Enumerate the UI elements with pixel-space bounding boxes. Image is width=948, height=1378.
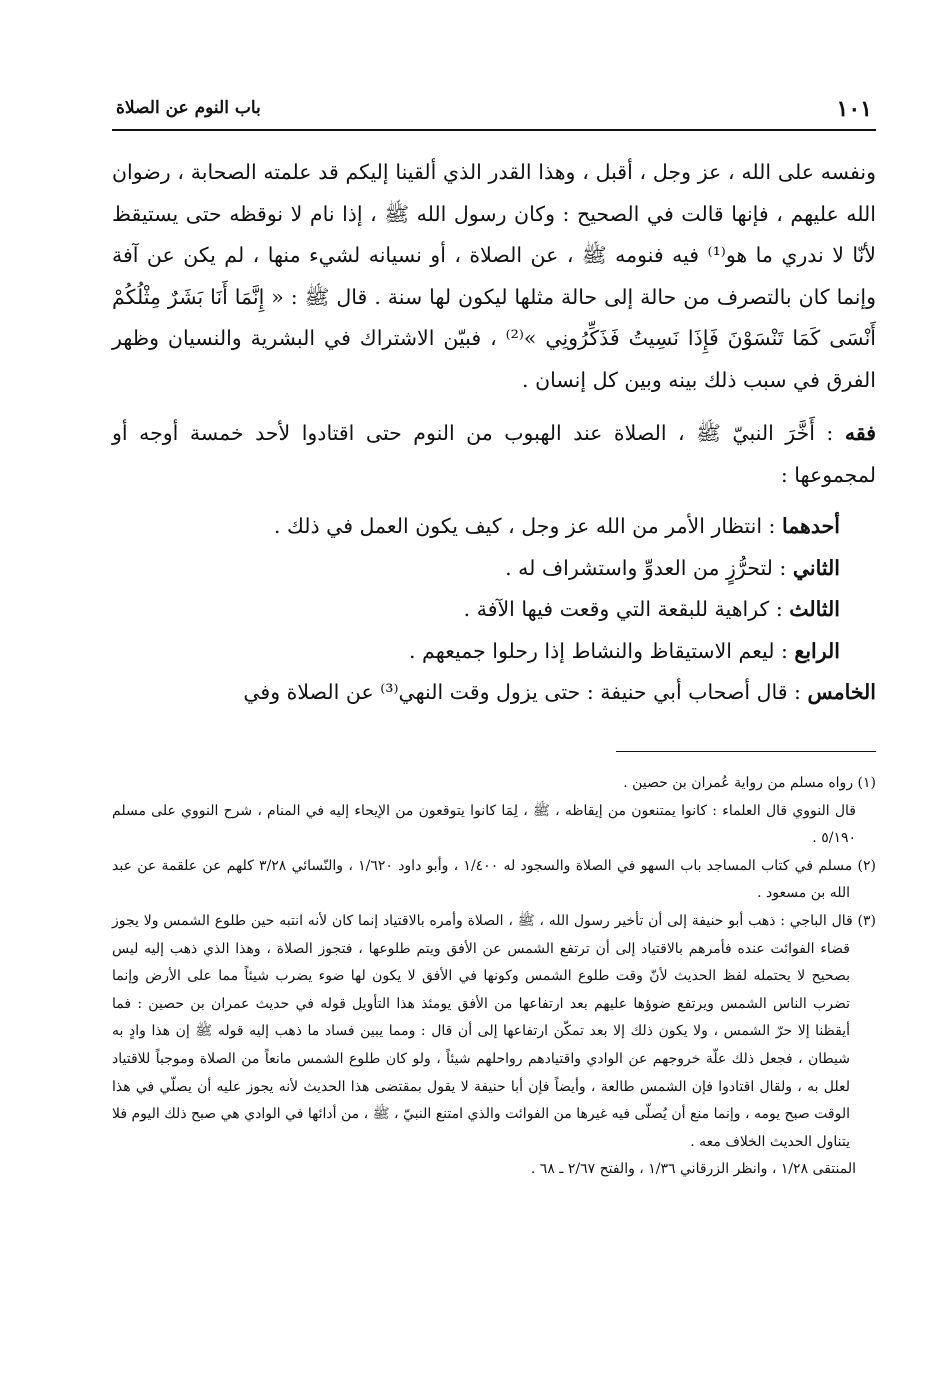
list-item xyxy=(112,548,876,590)
paragraph-2-keyword: فقه xyxy=(844,421,876,445)
list-item-text: : انتظار الأمر من الله عز وجل ، كيف يكون العمل في ذلك . xyxy=(273,514,782,538)
header-divider xyxy=(112,129,876,131)
list-item-text: : ليعم الاستيقاظ والنشاط إذا رحلوا جميعهم . xyxy=(409,638,795,663)
page-header xyxy=(112,92,876,126)
list-item-keyword: الثالث xyxy=(789,597,840,621)
footnote-divider xyxy=(616,751,876,752)
footnote-3-continued: المنتقى ١/٢٨ ، وانظر الزرقاني ١/٣٦ ، والفتح ٢/٦٧ ـ ٦٨ . xyxy=(530,1161,856,1178)
list-item xyxy=(112,589,876,631)
main-text xyxy=(112,152,876,714)
footnotes xyxy=(112,770,876,1184)
footnote-1-continued: قال النووي قال العلماء : كانوا يمتنعون من إيقاظه ، ﷺ ، لِمَا كانوا يتوقعون من الإيحاء إليه في المنام ، شرح النووي على مسلم ٥/١٩٠ . xyxy=(112,802,856,847)
list-item-text: : قال أصحاب أبي حنيفة : حتى يزول وقت النهي⁽³⁾ عن الصلاة وفي xyxy=(243,680,808,704)
list-item xyxy=(112,506,876,548)
list-item-keyword: الثاني xyxy=(792,555,840,580)
footnote-3: (٣) قال الباجي : ذهب أبو حنيفة إلى أن تأخير رسول الله ، ﷺ ، الصلاة وأمره بالاقتياد إنما كان لأنه انتبه حين طلوع الشمس ولا يجوز قضاء الفوائت عنده فأمرهم بالاقتياد إلى أن ترتفع الشمس عن الأفق ويتم طلوعها ، فتجوز الصلاة ، وهذا الذي ذهب إليه ليس بصحيح لا يحتمله لفظ الحديث لأنّ وقت طلوع الشمس وكونها في الأفق لا يكون لها ضوء يضرب شيئاً مما على الأرض وإنما تضرب الناس الشمس ويرتفع ضوؤها عليهم بعد ارتفاعها من الأفق يومئذ هذا التأويل قوله في حديث عمران بن حصين : فما أيقظنا إلا حرّ الشمس ، ولا يكون ذلك إلا بعد تمكّن ارتفاعها إلى أن قال : ومما يبين فساد ما ذهب إليه قوله ﷺ إن هذا وادٍ به شيطان ، فجعل ذلك علّة خروجهم عن الوادي واقتيادهم رواحلهم شيئاً ، ولو كان طلوع الشمس مانعاً من الصلاة وموجباً للاقتياد لعلل به ، ولقال اقتادوا فإن الشمس طالعة ، وأيضاً فإن أبا حنيفة لا يقول بمقتضى هذا الحديث لأنه يجوز عليه أن يصلّي في هذا الوقت صبح يومه ، وإنما منع أن يُصلّى فيه غيرها من الفوائت والذي امتنع النبيّ ، ﷺ ، من أدائها في الوادي هي صبح ذلك اليوم فلا يتناول الحديث الخلاف معه . xyxy=(112,912,876,1150)
footnote-1: (١) رواه مسلم من رواية عُمران بن حصين . xyxy=(623,775,876,791)
list-item xyxy=(112,672,876,714)
reasons-list xyxy=(112,506,876,714)
paragraph-2 xyxy=(112,413,876,496)
list-item-keyword: الرابع xyxy=(794,638,840,663)
list-item-keyword: أحدهما xyxy=(781,514,840,538)
paragraph-1: ونفسه على الله ، عز وجل ، أقبل ، وهذا القدر الذي ألقينا إليكم قد علمته الصحابة ، رضوان الله عليهم ، فإنها قالت في الصحيح : وكان رسول الله ﷺ ، إذا نام لا نوقظه حتى يستيقظ لأنّا لا ندري ما هو⁽¹⁾ فيه فنومه ﷺ ، عن الصلاة ، أو نسيانه لشيء منها ، لم يكن عن آفة وإنما كان بالتصرف من حالة إلى حالة مثلها ليكون لها سنة . قال ﷺ : « إِنَّمَا أَنَا بَشَرٌ مِثْلُكُمْ أَنْسَى كَمَا تَنْسَوْنَ فَإِذَا نَسِيتُ فَذَكِّرُونِي »⁽²⁾ ، فبيّن الاشتراك في البشرية والنسيان وظهر الفرق في سبب ذلك بينه وبين كل إنسان . xyxy=(112,160,877,392)
footnote-2: (٢) مسلم في كتاب المساجد باب السهو في الصلاة والسجود له ١/٤٠٠ ، وأبو داود ١/٦٢٠ ، والنّسائي ٣/٢٨ كلهم عن علقمة عن عبد الله بن مسعود . xyxy=(112,857,876,902)
running-title: باب النوم عن الصلاة xyxy=(116,98,261,118)
list-item-text: : لتحرُّزٍ من العدوِّ واستشراف له . xyxy=(505,555,793,580)
list-item xyxy=(112,631,876,673)
list-item-keyword: الخامس xyxy=(807,680,876,704)
paragraph-2-text: : أَخَّرَ النبيّ ﷺ ، الصلاة عند الهبوب من النوم حتى اقتادوا لأحد خمسة أوجه أو لمجموعها : xyxy=(112,421,876,487)
page-number: ١٠١ xyxy=(836,96,872,122)
list-item-text: : كراهية للبقعة التي وقعت فيها الآفة . xyxy=(463,597,790,621)
